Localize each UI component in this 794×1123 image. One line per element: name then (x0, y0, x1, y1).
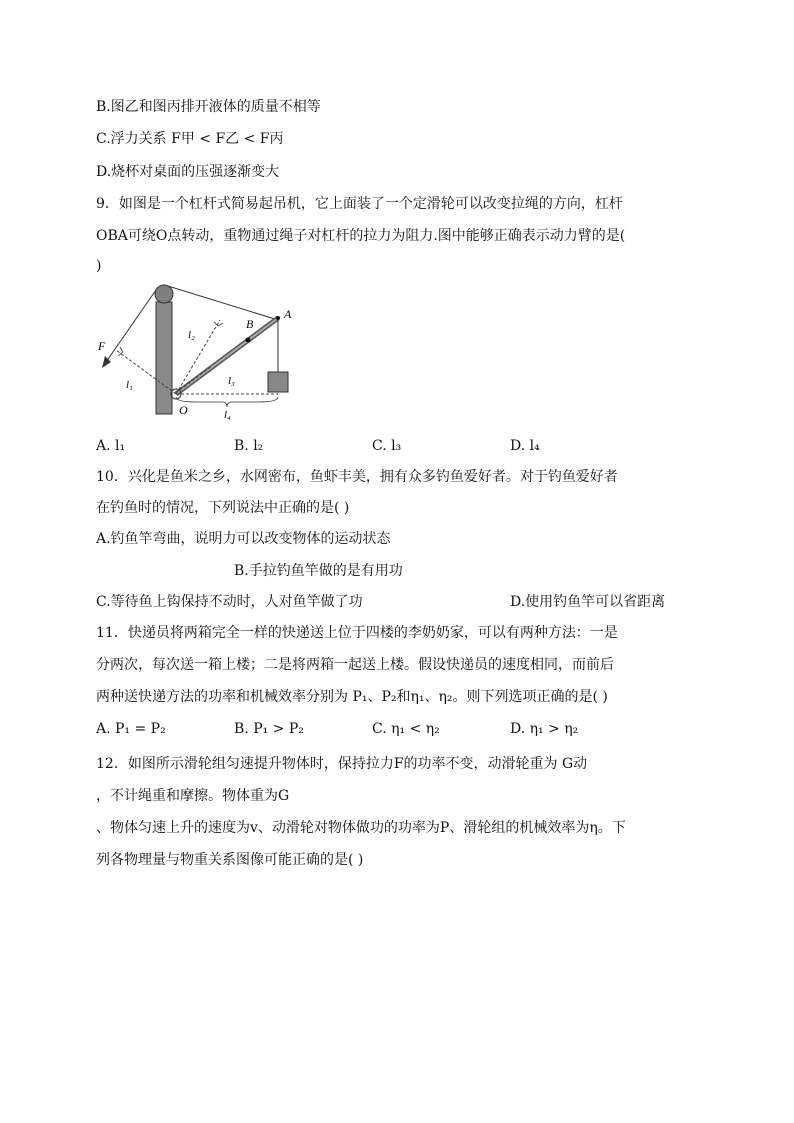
force-arrow-head (102, 356, 111, 368)
q11-option-c: C. η₁ < η₂ (372, 721, 440, 737)
q11-option-d: D. η₁ > η₂ (510, 721, 579, 737)
q10-option-c: C.等待鱼上钩保持不动时，人对鱼竿做了功 (96, 594, 363, 610)
label-b: B (246, 317, 254, 331)
q10-option-b: B.手拉钓鱼竿做的是有用功 (234, 563, 403, 579)
crane-pole (156, 302, 172, 414)
weight-box (268, 372, 288, 392)
label-o: O (179, 403, 188, 417)
label-f: F (98, 339, 106, 353)
q9-option-c: C. l₃ (372, 438, 402, 454)
point-b (246, 338, 251, 343)
label-l3: l₃ (228, 375, 235, 387)
q9-stem-line-2: OBA可绕O点转动，重物通过绳子对杠杆的拉力为阻力.图中能够正确表示动力臂的是( (96, 228, 626, 244)
q8-option-d: D.烧杯对桌面的压强逐渐变大 (96, 164, 280, 180)
q10-option-d: D.使用钓鱼竿可以省距离 (510, 594, 666, 610)
q8-option-c: C.浮力关系 F甲 < F乙 < F丙 (96, 131, 284, 147)
label-l1: l₁ (126, 379, 133, 391)
q9-stem-line-3: ) (96, 258, 102, 274)
arm-l2 (176, 320, 220, 394)
q10-stem-line-2: 在钓鱼时的情况，下列说法中正确的是( ) (96, 500, 350, 516)
l4-brace (176, 397, 278, 407)
crane-lever-figure (96, 276, 310, 424)
point-a (276, 316, 280, 320)
q9-option-a: A. l₁ (96, 438, 126, 454)
q11-stem-line-3: 两种送快递方法的功率和机械效率分别为 P₁、P₂和η₁、η₂。则下列选项正确的是( ) (96, 689, 608, 705)
q12-stem-line-3: 、物体匀速上升的速度为v、动滑轮对物体做功的功率为P、滑轮组的机械效率为η。下 (96, 820, 626, 836)
label-a: A (284, 307, 292, 321)
crane-lever-diagram (96, 276, 310, 424)
q12-stem-line-1: 12．如图所示滑轮组匀速提升物体时，保持拉力F的功率不变，动滑轮重为 G动 (96, 756, 588, 772)
q11-stem-line-1: 11．快递员将两箱完全一样的快递送上位于四楼的李奶奶家，可以有两种方法：一是 (96, 625, 618, 641)
q9-stem-line-1: 9．如图是一个杠杆式简易起吊机，它上面装了一个定滑轮可以改变拉绳的方向，杠杆 (96, 196, 623, 212)
q8-option-b: B.图乙和图丙排开液体的质量不相等 (96, 99, 321, 115)
q9-option-b: B. l₂ (234, 438, 264, 454)
rope-to-a (168, 286, 278, 320)
q12-stem-line-4: 列各物理量与物重关系图像可能正确的是( ) (96, 852, 364, 868)
q10-option-a: A.钓鱼竿弯曲，说明力可以改变物体的运动状态 (96, 531, 391, 547)
q10-stem-line-1: 10．兴化是鱼米之乡，水网密布，鱼虾丰美，拥有众多钓鱼爱好者。对于钓鱼爱好者 (96, 469, 618, 485)
fixed-pulley (155, 285, 173, 303)
q12-stem-line-2: ，不计绳重和摩擦。物体重为G (96, 788, 290, 804)
q11-option-b: B. P₁ > P₂ (234, 721, 304, 737)
label-l2: l₂ (188, 329, 195, 341)
pull-rope (106, 290, 156, 362)
q11-stem-line-2: 分两次，每次送一箱上楼；二是将两箱一起送上楼。假设快递员的速度相同，而前后 (96, 657, 614, 673)
q9-option-d: D. l₄ (510, 438, 540, 454)
label-l4: l₄ (224, 409, 231, 421)
q11-option-a: A. P₁ = P₂ (96, 721, 166, 737)
